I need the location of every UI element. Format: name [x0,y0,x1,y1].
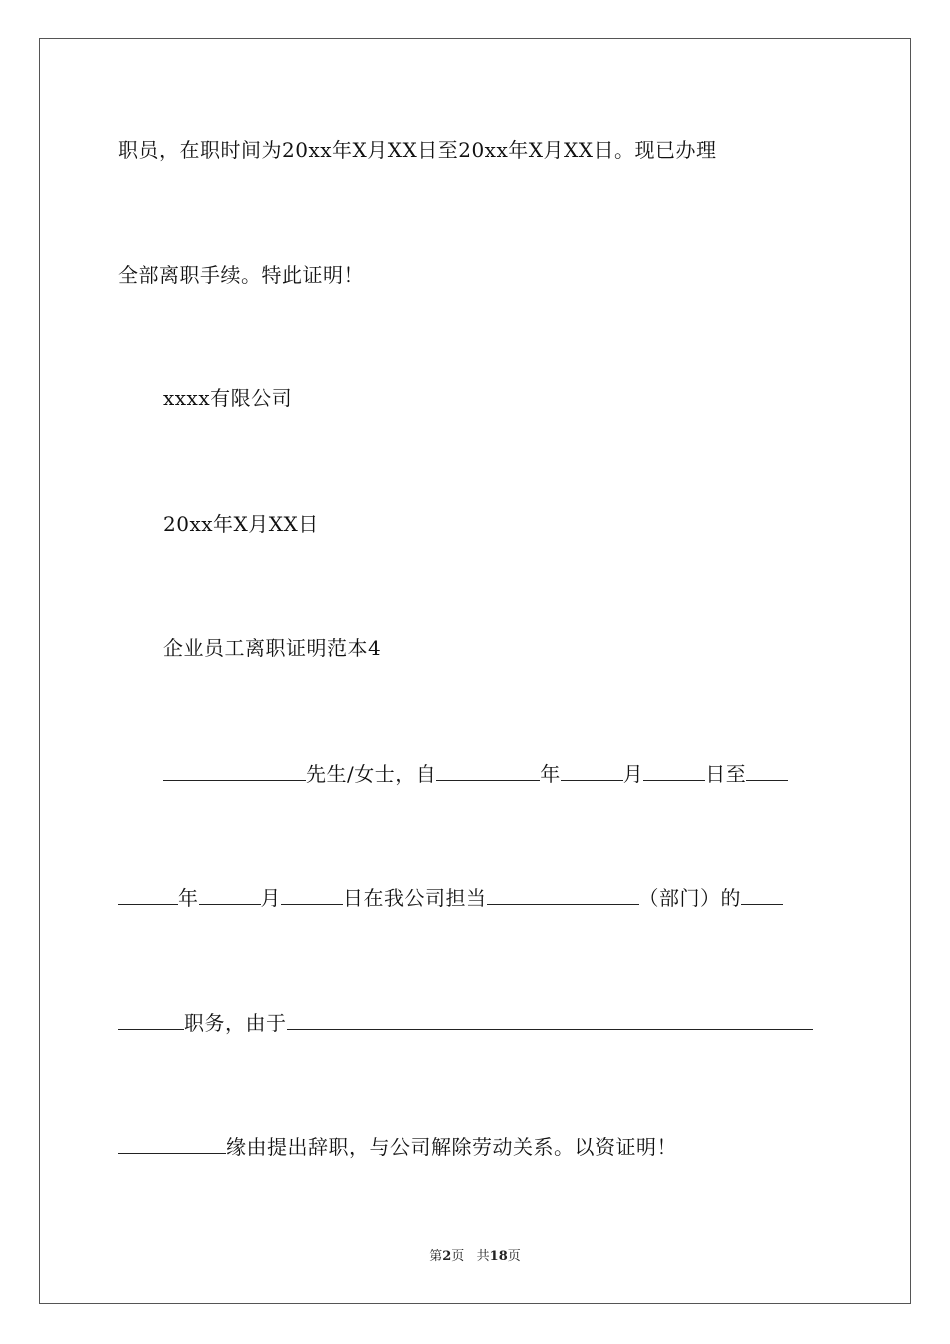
start-year-blank [436,762,540,781]
section-heading: 企业员工离职证明范本4 [163,636,382,660]
start-day-blank [643,762,705,781]
reason-blank-continued [118,1135,226,1154]
end-month-blank [199,886,261,905]
body-line-2: 全部离职手续。特此证明！ [118,263,364,287]
form-line-2-text-3: 日在我公司担当 [343,886,487,910]
form-line-2-text-2: 月 [260,886,281,910]
form-line-2-text-1: 年 [178,886,199,910]
form-line-1-text-4: 日至 [705,762,747,786]
issue-date: 20xx年X月XX日 [163,512,319,536]
form-line-3 [118,1009,838,1037]
footer-suffix: 页 [507,1249,521,1264]
end-day-blank [281,886,343,905]
start-month-blank [561,762,623,781]
position-blank-start [741,886,783,905]
form-line-3-text-1: 职务，由于 [184,1011,287,1035]
body-line-1: 职员，在职时间为20xx年X月XX日至20xx年X月XX日。现已办理 [118,138,717,162]
form-line-1-text-1: 先生/女士，自 [306,762,437,786]
form-line-1 [163,760,838,788]
department-blank [487,886,639,905]
footer-mid: 页 共 [451,1249,490,1264]
page-frame [39,38,911,1304]
name-blank [163,762,306,781]
total-page-number: 18 [489,1249,508,1264]
form-line-1-text-3: 月 [622,762,644,786]
page-footer [0,1248,950,1266]
form-line-2-text-4: （部门）的 [638,886,741,910]
form-line-2 [118,884,838,912]
form-line-4-text-1: 缘由提出辞职，与公司解除劳动关系。以资证明！ [226,1135,677,1159]
end-year-blank-start [746,762,788,781]
company-name: xxxx有限公司 [163,386,293,410]
form-line-1-text-2: 年 [540,762,561,786]
end-year-blank-continued [118,886,178,905]
current-page-number: 2 [442,1249,452,1264]
position-blank-continued [118,1011,184,1030]
form-line-4 [118,1133,838,1161]
reason-blank [287,1011,813,1030]
footer-prefix: 第 [429,1249,443,1264]
